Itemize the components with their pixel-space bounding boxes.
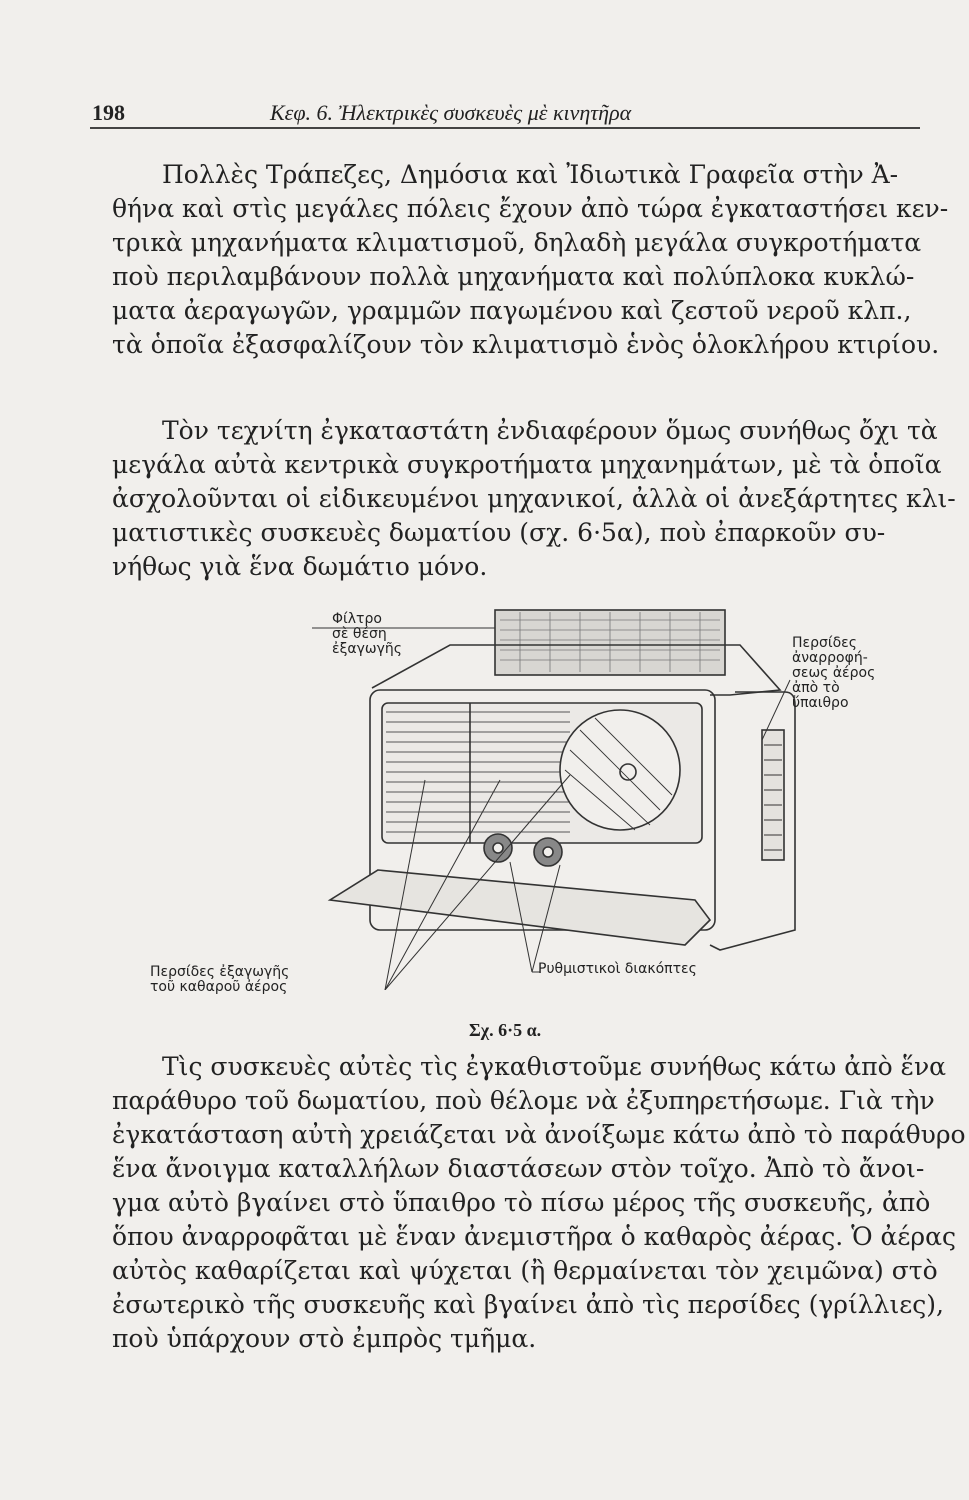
label-intake-louvers-full: Περσίδες ἀναρροφή- σεως ἀέρος ἀπὸ τὸ ὕπαιθρο <box>792 635 876 711</box>
running-title: Κεφ. 6. Ἠλεκτρικὲς συσκευὲς μὲ κινητῆρα <box>270 100 632 125</box>
page-header <box>90 98 920 128</box>
paragraph-1 <box>112 158 949 362</box>
label-filter: Φίλτρο σὲ θέση ἐξαγωγῆς <box>332 611 402 657</box>
label-switches: Ρυθμιστικοὶ διακόπτες <box>538 961 697 977</box>
text-line: νήθως γιὰ ἕνα δωμάτιο μόνο. <box>112 552 488 581</box>
page-number: 198 <box>92 100 125 125</box>
text-line: αὐτὸς καθαρίζεται καὶ ψύχεται (ἢ θερμαίνεται τὸν χειμῶνα) στὸ <box>112 1256 938 1285</box>
text-line: ποὺ ὑπάρχουν στὸ ἐμπρὸς τμῆμα. <box>112 1324 537 1353</box>
text-line: Τὶς συσκευὲς αὐτὲς τὶς ἐγκαθιστοῦμε συνήθως κάτω ἀπὸ ἕνα <box>162 1052 947 1081</box>
paragraph-3 <box>112 1050 966 1356</box>
text-line: γμα αὐτὸ βγαίνει στὸ ὕπαιθρο τὸ πίσω μέρος τῆς συσκευῆς, ἀπὸ <box>112 1188 931 1217</box>
figure-air-conditioner <box>150 600 800 995</box>
text-line: Τὸν τεχνίτη ἐγκαταστάτη ἐνδιαφέρουν ὅμως συνήθως ὄχι τὰ <box>162 416 938 445</box>
text-line: ματα ἀεραγωγῶν, γραμμῶν παγωμένου καὶ ζεστοῦ νεροῦ κλπ., <box>112 296 912 325</box>
side-louvers <box>762 730 784 860</box>
text-line: ἕνα ἄνοιγμα καταλλήλων διαστάσεων στὸν τοῖχο. Ἀπὸ τὸ ἄνοι- <box>112 1154 925 1183</box>
air-conditioner-drawing <box>150 600 800 990</box>
text-line: θήνα καὶ στὶς μεγάλες πόλεις ἔχουν ἀπὸ τώρα ἐγκαταστήσει κεν- <box>112 194 949 223</box>
text-line: ὅπου ἀναρροφᾶται μὲ ἕναν ἀνεμιστῆρα ὁ καθαρὸς ἀέρας. Ὁ ἀέρας <box>112 1222 956 1251</box>
text-line: τὰ ὁποῖα ἐξασφαλίζουν τὸν κλιματισμὸ ἑνὸς ὁλοκλήρου κτιρίου. <box>112 330 940 359</box>
text-line: μεγάλα αὐτὰ κεντρικὰ συγκροτήματα μηχανημάτων, μὲ τὰ ὁποῖα <box>112 450 942 479</box>
text-line: ποὺ περιλαμβάνουν πολλὰ μηχανήματα καὶ πολύπλοκα κυκλώ- <box>112 262 915 291</box>
front-door <box>330 870 710 945</box>
label-exhaust-louvers: Περσίδες ἐξαγωγῆς τοῦ καθαροῦ ἀέρος <box>150 964 290 995</box>
header-rule <box>90 127 920 129</box>
text-line: ἀσχολοῦνται οἱ εἰδικευμένοι μηχανικοί, ἀλλὰ οἱ ἀνεξάρτητες κλι- <box>112 484 956 513</box>
text-line: ματιστικὲς συσκευὲς δωματίου (σχ. 6·5α), ποὺ ἐπαρκοῦν συ- <box>112 518 886 547</box>
text-line: ἐσωτερικὸ τῆς συσκευῆς καὶ βγαίνει ἀπὸ τὶς περσίδες (γρίλλιες), <box>112 1290 944 1319</box>
figure-caption: Σχ. 6·5 α. <box>469 1020 542 1040</box>
text-line: ἐγκατάσταση αὐτὴ χρειάζεται νὰ ἀνοίξωμε κάτω ἀπὸ τὸ παράθυρο <box>112 1120 966 1149</box>
text-line: Πολλὲς Τράπεζες, Δημόσια καὶ Ἰδιωτικὰ Γραφεῖα στὴν Ἀ- <box>162 160 899 189</box>
paragraph-2 <box>112 414 956 584</box>
text-line: παράθυρο τοῦ δωματίου, ποὺ θέλομε νὰ ἐξυπηρετήσωμε. Γιὰ τὴν <box>112 1086 935 1115</box>
text-line: τρικὰ μηχανήματα κλιματισμοῦ, δηλαδὴ μεγάλα συγκροτήματα <box>112 228 922 257</box>
